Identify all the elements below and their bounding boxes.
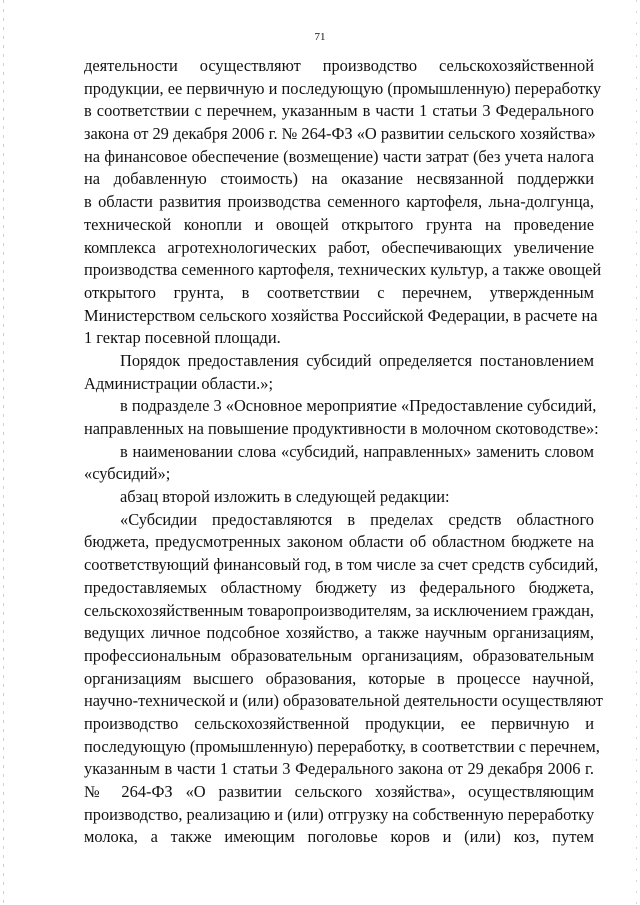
text-line: в соответствии с перечнем, указанным в части 1 статьи 3 Федерального — [84, 101, 594, 121]
text-line: № 264-ФЗ «О развитии сельского хозяйства», осуществляющим — [84, 782, 594, 801]
text-line: профессиональным образовательным организациям, образовательным — [84, 645, 594, 665]
text-line: деятельности осуществляют производство сельскохозяйственной — [84, 56, 594, 75]
text-line: на финансовое обеспечение (возмещение) части затрат (без учета налога — [84, 146, 594, 166]
paragraph — [84, 486, 594, 509]
scan-edge-left — [3, 0, 4, 905]
paragraph — [84, 350, 594, 395]
text-line: производства семенного картофеля, технических культур, а также овощей — [84, 260, 602, 280]
text-line: предоставляемых областному бюджету из федерального бюджета, — [84, 577, 594, 597]
text-line: открытого грунта, в соответствии с перечнем, утвержденным — [84, 282, 594, 302]
text-line: указанным в части 1 статьи 3 Федерального закона от 29 декабря 2006 г. — [84, 759, 594, 779]
text-line: в области развития производства семенного картофеля, льна-долгунца, — [84, 192, 594, 212]
text-line: последующую (промышленную) переработку, в соответствии с перечнем, — [84, 736, 600, 756]
text-line: «субсидий»; — [84, 464, 171, 484]
text-line: молока, а также имеющим поголовье коров и (или) коз, путем — [84, 827, 594, 847]
paragraph — [84, 395, 599, 440]
text-line: закона от 29 декабря 2006 г. № 264-ФЗ «О развитии сельского хозяйства» — [84, 124, 596, 144]
paragraph — [84, 55, 602, 350]
text-line: в наименовании слова «субсидий, направленных» заменить словом — [120, 441, 594, 461]
text-line: абзац второй изложить в следующей редакции: — [120, 487, 450, 507]
text-line: технической конопли и овощей открытого грунта на проведение — [84, 214, 594, 234]
text-line: 1 гектар посевной площади. — [84, 328, 281, 348]
text-line: научно-технической и (или) образовательной деятельности осуществляют — [84, 691, 603, 711]
text-line: продукции, ее первичную и последующую (промышленную) переработку — [84, 78, 602, 98]
paragraph — [84, 509, 603, 849]
text-line: Администрации области.»; — [84, 373, 274, 393]
text-line: производство, реализацию и (или) отгрузку на собственную переработку — [84, 804, 595, 824]
text-line: направленных на повышение продуктивности в молочном скотоводстве»: — [84, 419, 599, 438]
document-body — [84, 55, 603, 849]
text-line: бюджета, предусмотренных законом области об областном бюджете на — [84, 532, 594, 552]
text-line: «Субсидии предоставляются в пределах средств областного — [120, 509, 594, 529]
text-line: на добавленную стоимость) на оказание несвязанной поддержки — [84, 169, 594, 189]
page-number: 71 — [314, 31, 326, 43]
text-line: в подразделе 3 «Основное мероприятие «Предоставление субсидий, — [120, 396, 597, 416]
text-line: сельскохозяйственным товаропроизводителям, за исключением граждан, — [84, 600, 594, 620]
text-line: соответствующий финансовый год, в том числе за счет средств субсидий, — [84, 555, 599, 575]
text-line: Министерством сельского хозяйства Российской Федерации, в расчете на — [84, 305, 598, 325]
scan-edge-right — [636, 0, 637, 905]
text-line: организациям высшего образования, которые в процессе научной, — [84, 668, 594, 688]
paragraph — [84, 441, 594, 486]
text-line: производство сельскохозяйственной продукции, ее первичную и — [84, 713, 594, 733]
text-line: комплекса агротехнологических работ, обеспечивающих увеличение — [84, 237, 594, 257]
text-line: Порядок предоставления субсидий определяется постановлением — [120, 350, 594, 370]
text-line: ведущих личное подсобное хозяйство, а также научным организациям, — [84, 623, 594, 643]
